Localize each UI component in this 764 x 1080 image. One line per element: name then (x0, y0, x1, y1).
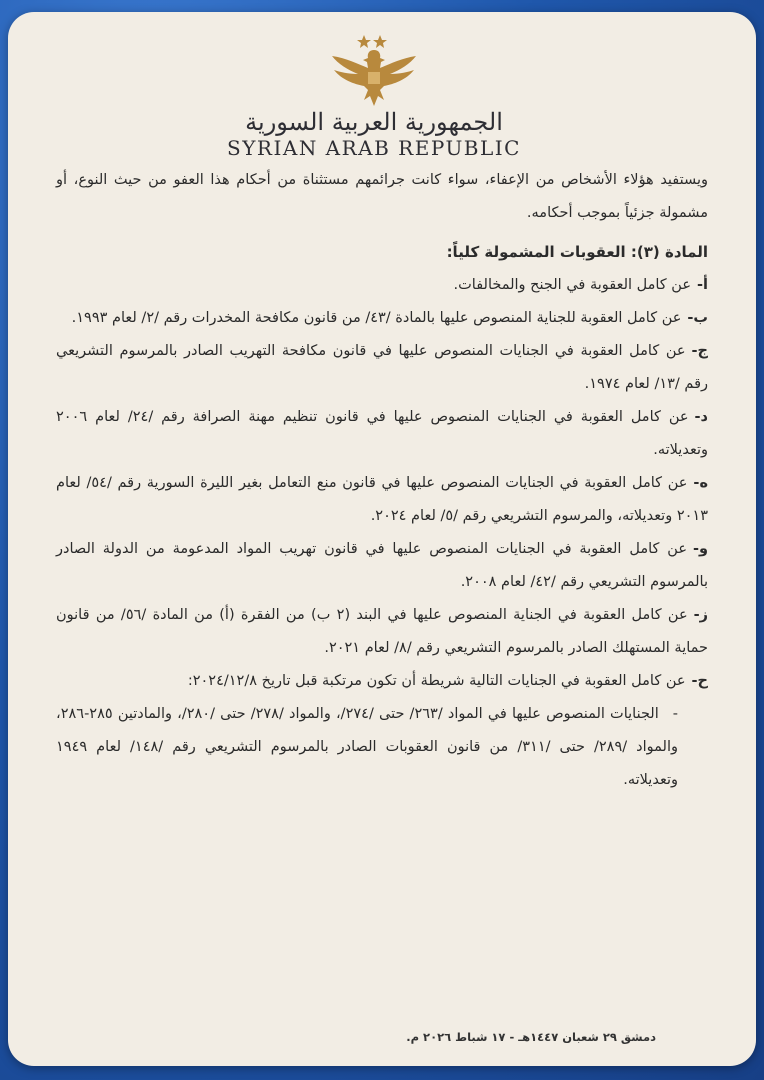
sub-item-text: الجنايات المنصوص عليها في المواد /٢٦٣/ حتى /٢٧٤/، والمواد /٢٧٨/ حتى /٢٨٠/، والمادتين ٢٨٥-٢٨٦، والمواد /٢٨٩/ حتى /٣١١/ من قانون العقوبات الصادر بالمرسوم التشريعي رقم /١٤٨/ لعام ١٩٤٩ وتعديلاته. (56, 706, 678, 788)
item-letter: و- (692, 541, 708, 557)
list-item (56, 665, 708, 698)
republic-name-arabic: الجمهورية العربية السورية (245, 108, 503, 136)
item-letter: د- (694, 409, 708, 425)
item-text: عن كامل العقوبة في الجنايات المنصوص عليها في قانون مكافحة التهريب الصادر بالمرسوم التشريعي رقم /١٣/ لعام ١٩٧٤. (56, 343, 708, 392)
item-text: عن كامل العقوبة في الجنايات المنصوص عليها في قانون تنظيم مهنة الصرافة رقم /٢٤/ لعام ٢٠٠٦ وتعديلاته. (56, 409, 708, 458)
document-date-footer: دمشق ٢٩ شعبان ١٤٤٧هـ - ١٧ شباط ٢٠٢٦ م. (406, 1030, 656, 1044)
item-text: عن كامل العقوبة في الجنايات التالية شريطة أن تكون مرتكبة قبل تاريخ ٢٠٢٤/١٢/٨: (187, 673, 686, 689)
syrian-eagle-emblem-icon (328, 34, 420, 110)
item-letter: ه- (693, 475, 708, 491)
item-text: عن كامل العقوبة في الجنح والمخالفات. (453, 277, 691, 293)
item-text: عن كامل العقوبة في الجناية المنصوص عليها في البند (٢ ب) من الفقرة (أ) من المادة /٥٦/ من قانون حماية المستهلك الصادر بالمرسوم التشريعي رقم /٨/ لعام ٢٠٢١. (56, 607, 708, 656)
item-letter: ز- (693, 607, 708, 623)
list-item (56, 599, 708, 665)
republic-name-english: SYRIAN ARAB REPUBLIC (227, 136, 521, 160)
list-item (56, 467, 708, 533)
item-letter: ج- (691, 343, 708, 359)
item-text: عن كامل العقوبة في الجنايات المنصوص عليها في قانون منع التعامل بغير الليرة السورية رقم /٥٤/ لعام ٢٠١٣ وتعديلاته، والمرسوم التشريعي رقم /٥/ لعام ٢٠٢٤. (56, 475, 708, 524)
article-heading: المادة (٣): العقوبات المشمولة كلياً: (446, 243, 708, 261)
sub-list-item (56, 698, 708, 797)
item-text: عن كامل العقوبة في الجنايات المنصوص عليها في قانون تهريب المواد المدعومة من الدولة الصادر بالمرسوم التشريعي رقم /٤٢/ لعام ٢٠٠٨. (56, 541, 708, 590)
list-item (56, 302, 708, 335)
item-letter: ب- (687, 310, 708, 326)
item-letter: ح- (691, 673, 708, 689)
intro-paragraph: ويستفيد هؤلاء الأشخاص من الإعفاء، سواء كانت جرائمهم مستثناة من أحكام هذا العفو من حيث النوع، أو مشمولة جزئياً بموجب أحكامه. (56, 172, 708, 221)
sub-item-dash: - (672, 706, 678, 722)
item-letter: أ- (697, 277, 708, 293)
list-item (56, 401, 708, 467)
item-text: عن كامل العقوبة للجناية المنصوص عليها بالمادة /٤٣/ من قانون مكافحة المخدرات رقم /٢/ لعام ١٩٩٣. (71, 310, 682, 326)
list-item (56, 269, 708, 302)
document-body (56, 164, 708, 797)
list-item (56, 335, 708, 401)
list-item (56, 533, 708, 599)
document-page (8, 12, 756, 1066)
